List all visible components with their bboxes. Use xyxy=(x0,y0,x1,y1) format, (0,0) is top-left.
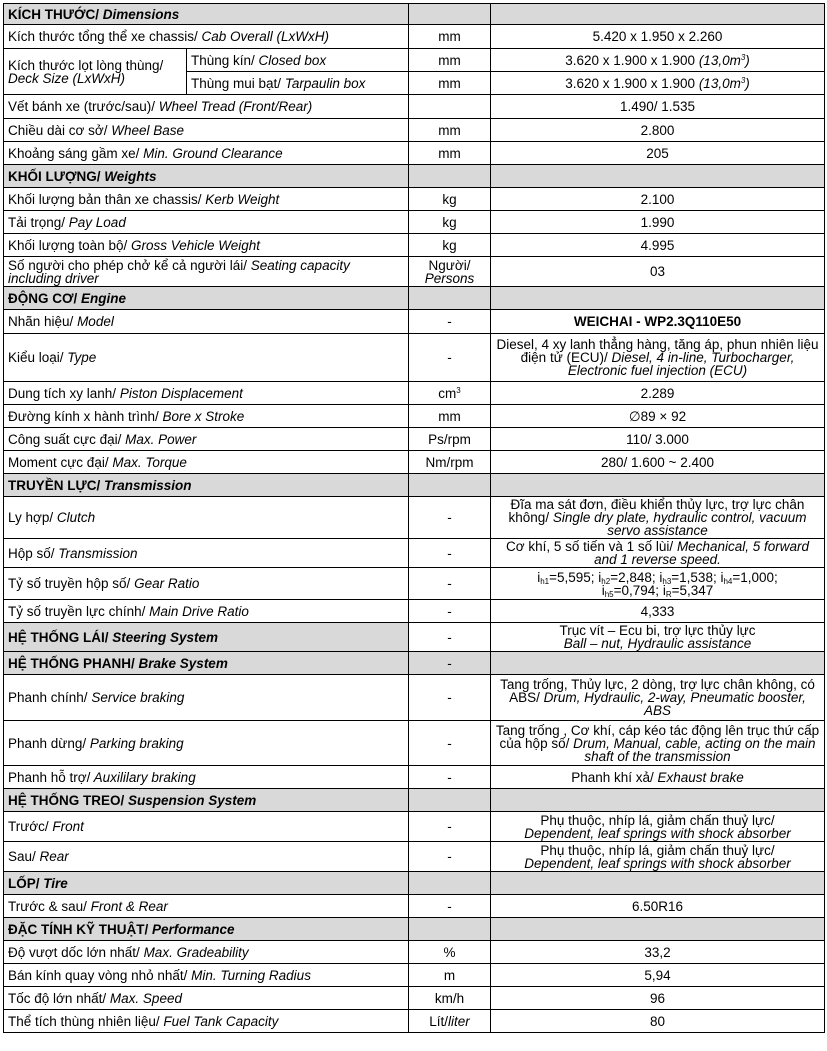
row-ground-clearance xyxy=(4,142,825,165)
section-tire xyxy=(4,872,825,895)
label-en: Fuel Tank Capacity xyxy=(159,1013,279,1029)
label-vi: Moment cực đại/ xyxy=(8,454,109,470)
row-parking-brake xyxy=(4,721,825,766)
label-en: Bore x Stroke xyxy=(158,408,245,424)
label-en: Model xyxy=(73,314,114,329)
label-vi: Khối lượng toàn bộ/ xyxy=(8,237,128,253)
label-vi: Độ vượt dốc lớn nhất/ xyxy=(8,944,140,960)
row-model xyxy=(4,310,825,334)
section-transmission xyxy=(4,474,825,497)
value xyxy=(491,72,825,95)
label-vi: Vết bánh xe (trước/sau)/ xyxy=(8,99,155,114)
ratio-h1: $i_{h1}=5,595$; xyxy=(537,569,599,586)
value: Phanh khí xả/ Exhaust brake xyxy=(491,766,825,789)
section-title: HỆ THỐNG TREO/ xyxy=(8,792,125,808)
unit: $cm^3$ xyxy=(409,382,491,405)
unit: kg xyxy=(409,188,491,211)
label-vi: Tỷ số truyền hộp số/ xyxy=(8,576,131,591)
value: Đĩa ma sát đơn, điều khiển thủy lực, trợ lực chân không/ Single dry plate, hydraulic control, vacuum servo assistance xyxy=(491,497,825,539)
row-gradeability xyxy=(4,941,825,964)
section-title: HỆ THỐNG LÁI/ xyxy=(8,629,109,645)
unit: - xyxy=(409,766,491,789)
value: Tang trống, Thủy lực, 2 dòng, trợ lực chân không, có ABS/ Drum, Hydraulic, 2-way, Pneumatic booster, ABS xyxy=(491,675,825,721)
value-dims: 3.620 x 1.900 x 1.900 xyxy=(565,52,699,68)
row-aux-brake xyxy=(4,766,825,789)
unit: m xyxy=(409,964,491,987)
label-vi: Trước & sau/ xyxy=(8,898,87,914)
unit: kg xyxy=(409,211,491,234)
label-en: Rear xyxy=(35,849,69,864)
label-en: Gross Vehicle Weight xyxy=(127,237,261,253)
row-pay-load xyxy=(4,211,825,234)
value: 5.420 x 1.950 x 2.260 xyxy=(491,25,825,49)
unit: - xyxy=(409,497,491,539)
section-title: KHỐI LƯỢNG/ xyxy=(8,168,101,184)
label-en: Main Drive Ratio xyxy=(145,603,249,619)
unit: - xyxy=(409,334,491,382)
value: WEICHAI - WP2.3Q110E50 xyxy=(491,310,825,334)
section-title: TRUYỀN LỰC/ xyxy=(8,477,101,493)
section-brake xyxy=(4,652,825,675)
label-vi: Khoảng sáng gầm xe/ xyxy=(8,145,140,161)
label-en: Cab Overall (LxWxH) xyxy=(197,29,330,44)
row-seating xyxy=(4,257,825,287)
label-en: Deck Size (LxWxH) xyxy=(8,70,126,86)
section-title: ĐẶC TÍNH KỸ THUẬT/ xyxy=(8,921,149,937)
value: 33,2 xyxy=(491,941,825,964)
unit: - xyxy=(409,842,491,872)
value: 96 xyxy=(491,987,825,1010)
label-vi: Dung tích xy lanh/ xyxy=(8,385,117,401)
unit: - xyxy=(409,721,491,766)
value: 2.800 xyxy=(491,119,825,142)
value: 205 xyxy=(491,142,825,165)
ratio-h2: $i_{h2}=2,848$; xyxy=(598,569,660,586)
value: 80 xyxy=(491,1010,825,1033)
label-en: Min. Ground Clearance xyxy=(139,145,283,161)
unit: - xyxy=(409,310,491,334)
section-title: LỐP/ xyxy=(8,875,40,891)
ratio-h5: $i_{h5}=0,794$; xyxy=(601,582,663,599)
unit: - xyxy=(409,623,491,652)
value xyxy=(491,49,825,72)
section-title-en: Engine xyxy=(77,290,127,306)
label-vi: Nhãn hiệu/ xyxy=(8,314,74,329)
section-title-en: Weights xyxy=(100,168,157,184)
unit: - xyxy=(409,895,491,918)
row-tire-size xyxy=(4,895,825,918)
label-en: Clutch xyxy=(53,510,96,525)
unit: Người/ Persons xyxy=(409,257,491,287)
section-weights xyxy=(4,165,825,188)
value: Trục vít – Ecu bi, trợ lực thủy lực Ball – nut, Hydraulic assistance xyxy=(491,623,825,652)
unit: - xyxy=(409,675,491,721)
value-volume: $(13,0m^3)$ xyxy=(698,75,750,91)
label-vi: Trước/ xyxy=(8,819,49,834)
row-wheel-tread xyxy=(4,95,825,119)
value: Phụ thuộc, nhíp lá, giảm chấn thuỷ lực/ Dependent, leaf springs with shock absorber xyxy=(491,842,825,872)
unit: - xyxy=(409,568,491,600)
row-kerb-weight xyxy=(4,188,825,211)
unit: Ps/rpm xyxy=(409,428,491,451)
section-title-en: Dimensions xyxy=(98,6,180,22)
row-service-brake xyxy=(4,675,825,721)
value: 4,333 xyxy=(491,600,825,623)
unit: mm xyxy=(409,405,491,428)
label-en: Gear Ratio xyxy=(130,576,200,591)
label-en: Pay Load xyxy=(65,214,126,230)
section-title: KÍCH THƯỚC/ xyxy=(8,6,99,22)
label-vi: Tốc độ lớn nhất/ xyxy=(8,990,107,1006)
value-dims: 3.620 x 1.900 x 1.900 xyxy=(565,75,699,91)
row-type xyxy=(4,334,825,382)
label-vi: Số người cho phép chở kể cả người lái/ xyxy=(8,257,248,273)
label-vi: Tỷ số truyền lực chính/ xyxy=(8,603,146,619)
ratio-h3: $i_{h3}=1,538$; xyxy=(659,569,721,586)
row-clutch xyxy=(4,497,825,539)
section-dimensions xyxy=(4,4,825,25)
label-vi: Đường kính x hành trình/ xyxy=(8,408,159,424)
row-turning-radius xyxy=(4,964,825,987)
section-performance xyxy=(4,918,825,941)
unit: - xyxy=(409,652,491,675)
row-bore-stroke xyxy=(4,405,825,428)
label-en: Type xyxy=(63,350,97,365)
row-fuel-tank xyxy=(4,1010,825,1033)
value: Diesel, 4 xy lanh thẳng hàng, tăng áp, phun nhiên liệu điện tử (ECU)/ Diesel, 4 in-line, Turbocharger, Electronic fuel injection (ECU) xyxy=(491,334,825,382)
section-title-en: Tire xyxy=(39,875,68,891)
ratio-h4: $i_{h4}=1,000$; xyxy=(720,569,778,586)
label-en: Max. Gradeability xyxy=(139,944,249,960)
label-vi: Hộp số/ xyxy=(8,545,55,561)
label-en: Wheel Tread (Front/Rear) xyxy=(154,99,313,114)
value-volume: $(13,0m^3)$ xyxy=(698,52,750,68)
unit xyxy=(409,95,491,119)
row-gearbox xyxy=(4,539,825,568)
label-vi: Thùng mui bạt/ xyxy=(191,75,282,91)
label-vi: Thùng kín/ xyxy=(191,52,255,68)
label-en: Parking braking xyxy=(86,735,184,751)
label-en: Closed box xyxy=(254,52,327,68)
row-wheel-base xyxy=(4,119,825,142)
section-title: ĐỘNG CƠ/ xyxy=(8,290,78,306)
unit: mm xyxy=(409,72,491,95)
value: ∅89 × 92 xyxy=(491,405,825,428)
row-max-speed xyxy=(4,987,825,1010)
label-vi: Thể tích thùng nhiên liệu/ xyxy=(8,1013,160,1029)
unit: km/h xyxy=(409,987,491,1010)
unit: Nm/rpm xyxy=(409,451,491,474)
value: 280/ 1.600 ~ 2.400 xyxy=(491,451,825,474)
label-en: Min. Turning Radius xyxy=(187,967,311,983)
section-title-en: Transmission xyxy=(100,477,192,493)
label-en: Front & Rear xyxy=(86,898,168,914)
row-rear-suspension xyxy=(4,842,825,872)
section-title-en: Suspension System xyxy=(124,792,257,808)
spec-table xyxy=(3,3,825,1033)
row-front-suspension xyxy=(4,812,825,842)
value: Phụ thuộc, nhíp lá, giảm chấn thuỷ lực/ Dependent, leaf springs with shock absorber xyxy=(491,812,825,842)
unit: - xyxy=(409,600,491,623)
label-en: Seating capacity including driver xyxy=(8,257,350,286)
label-en: Max. Torque xyxy=(108,454,187,470)
value: 5,94 xyxy=(491,964,825,987)
deck-size-label xyxy=(4,49,187,95)
label-vi: Sau/ xyxy=(8,849,36,864)
value: Tang trống , Cơ khí, cáp kéo tác động lên trục thứ cấp của hộp số/ Drum, Manual, cable, acting on the main shaft of the transmission xyxy=(491,721,825,766)
unit: mm xyxy=(409,25,491,49)
unit: - xyxy=(409,539,491,568)
label-vi: Kích thước tổng thể xe chassis/ xyxy=(8,29,198,44)
label-en: Auxililary braking xyxy=(90,769,196,785)
value: 03 xyxy=(491,257,825,287)
value: 6.50R16 xyxy=(491,895,825,918)
row-cab-overall xyxy=(4,25,825,49)
value xyxy=(491,568,825,600)
label-en: Service braking xyxy=(87,690,185,705)
section-engine xyxy=(4,287,825,310)
unit: mm xyxy=(409,119,491,142)
label-vi: Chiều dài cơ sở/ xyxy=(8,122,108,138)
section-title: HỆ THỐNG PHANH/ xyxy=(8,655,135,671)
section-suspension xyxy=(4,789,825,812)
section-title-en: Steering System xyxy=(108,629,219,645)
label-en: Tarpaulin box xyxy=(281,75,366,91)
label-en: Max. Speed xyxy=(106,990,182,1006)
row-max-torque xyxy=(4,451,825,474)
section-title-en: Brake System xyxy=(134,655,228,671)
label-vi: Ly hợp/ xyxy=(8,510,54,525)
label-vi: Phanh dừng/ xyxy=(8,735,87,751)
row-gear-ratio xyxy=(4,568,825,600)
unit: mm xyxy=(409,49,491,72)
value: 1.990 xyxy=(491,211,825,234)
label-en: Piston Displacement xyxy=(116,385,243,401)
unit: Lít/liter xyxy=(409,1010,491,1033)
label-vi: Phanh chính/ xyxy=(8,690,88,705)
label-vi: Kiểu loại/ xyxy=(8,350,64,365)
value: 110/ 3.000 xyxy=(491,428,825,451)
label-en: Transmission xyxy=(54,545,138,561)
unit: mm xyxy=(409,142,491,165)
value: 1.490/ 1.535 xyxy=(491,95,825,119)
row-main-drive xyxy=(4,600,825,623)
value: 4.995 xyxy=(491,234,825,257)
row-displacement xyxy=(4,382,825,405)
label-en: Kerb Weight xyxy=(201,191,280,207)
value: 2.100 xyxy=(491,188,825,211)
value: 2.289 xyxy=(491,382,825,405)
label-vi: Kích thước lọt lòng thùng/ xyxy=(8,57,164,73)
row-max-power xyxy=(4,428,825,451)
label-vi: Phanh hỗ trợ/ xyxy=(8,769,91,785)
value: Cơ khí, 5 số tiến và 1 số lùi/ Mechanical, 5 forward and 1 reverse speed. xyxy=(491,539,825,568)
label-vi: Bán kính quay vòng nhỏ nhất/ xyxy=(8,967,188,983)
row-closed-box xyxy=(4,49,825,72)
ratio-r: $i_R=5,347$ xyxy=(662,582,714,599)
row-gvw xyxy=(4,234,825,257)
unit: kg xyxy=(409,234,491,257)
section-title-en: Performance xyxy=(148,921,235,937)
label-en: Wheel Base xyxy=(107,122,185,138)
section-steering xyxy=(4,623,825,652)
unit: % xyxy=(409,941,491,964)
label-en: Front xyxy=(48,819,84,834)
label-en: Max. Power xyxy=(121,431,197,447)
label-vi: Công suất cực đại/ xyxy=(8,431,122,447)
label-vi: Khối lượng bản thân xe chassis/ xyxy=(8,191,202,207)
label-vi: Tải trọng/ xyxy=(8,214,66,230)
unit: - xyxy=(409,812,491,842)
